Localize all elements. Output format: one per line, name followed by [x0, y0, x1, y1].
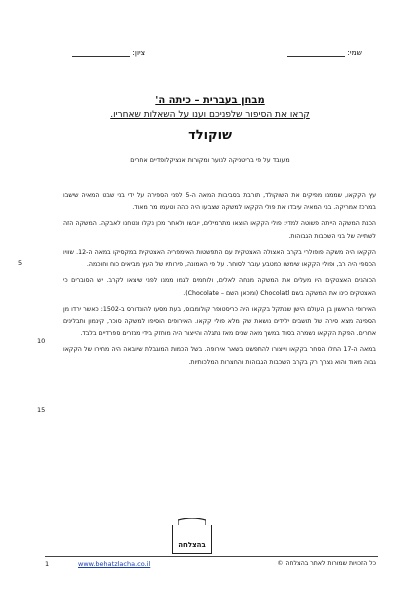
site-logo [172, 525, 212, 554]
story-source: מעובד על פי בריטניקה לנוער ומקורות אנציקלופדיים אחרים [130, 157, 290, 164]
grade-field [72, 48, 145, 57]
grade-line [72, 48, 130, 57]
paragraph: הקקאו היה משקה פופולרי בקרב האצולה האצטקית עם התפשטות האימפריה האצטקית במקסיקו במאה ה-12. שוויו הכספי היה רב, ופולי הקקאו שימשו כמטבע עובר לסוחר. על פי האמונה, פירותיו של העץ מביאים כוח וחוכמה. [63, 248, 376, 269]
instructions: קראו את הסיפור שלפניכם וענו על השאלות שאחריו. [110, 110, 310, 120]
test-title: מבחן בעברית – כיתה ה' [155, 95, 265, 106]
line-number: 15 [37, 406, 46, 414]
line-number: 5 [18, 259, 23, 267]
paragraph: הכוהנים האצטקים היו מעלים את המשקה מנחה לאלים, ולוחמים לגמו ממנו לפני שיצאו לקרב. יש הסוברים כי האצטקים כינו את המשקה בשם Chocolatl (ומכאן השם – Chocolate). [63, 277, 376, 297]
grade-label: ציון: [132, 48, 146, 57]
footer-link[interactable]: www.behatzlacha.co.il [78, 560, 151, 568]
footer-divider [45, 556, 378, 557]
story-title: שוקולד [188, 128, 232, 143]
line-number: 10 [37, 337, 46, 345]
paragraph: עץ הקקאו, שממנו מפיקים את השוקולד, תורבת בסביבות המאה ה-5 לפני הספירה על ידי בני שבט המאיה שישבו במרכז אמריקה. בני המאיה עיבדו את פולי הקקאו למשקה שצבעו היה כהה וטעמו מר מאוד. [63, 192, 377, 212]
name-label: שמי: [347, 48, 362, 57]
page-number: 1 [45, 560, 50, 568]
name-line [287, 48, 345, 57]
name-field [287, 48, 362, 57]
paragraph: האירופי הראשון בן העולם הישן שנתקל בקקאו היה כריסטופר קולומבוס, בעת מסעו להונדורס ב-1502: כאשר ירדו מן הספינה מצא סירה של תושבים ילידים נושאת שק מלא פולי קקאו. האירופים הוסיפו למשקה סוכר, קינמון ותבלינים אחרים. הפקת הקקאו נשמרה בסוד במשך מאה שנים מאז נתגלה והייצור היה מוחזק בידי מנזרים ספרדיים בלבד. [63, 305, 376, 338]
paragraph: הכנת המשקה הייתה פשוטה למדי: פולי הקקאו הוצאו מתרמילים, יובשו ולאחר מכן נקלו ונטחנו לאבקה. המשקה הזה לשתייה של בני השכבות הגבוהות. [63, 220, 376, 240]
logo-text: בהצלחה [178, 541, 206, 549]
logo-ribbon-icon [178, 518, 206, 525]
paragraph: במאה ה-17 החלו הסחר בקקאו וייצורו להתפשט בשאר אירופה. בשל הכמות המוגבלת שיובאה היה מחירו של הקקאו גבוה מאוד והוא נצרך רק בקרב השכבות הגבוהות והחצרות המלכותיות. [63, 346, 376, 366]
story-body [63, 190, 376, 373]
footer-copyright: כל הזכויות שמורות לאתר בהצלחה © [277, 560, 376, 567]
